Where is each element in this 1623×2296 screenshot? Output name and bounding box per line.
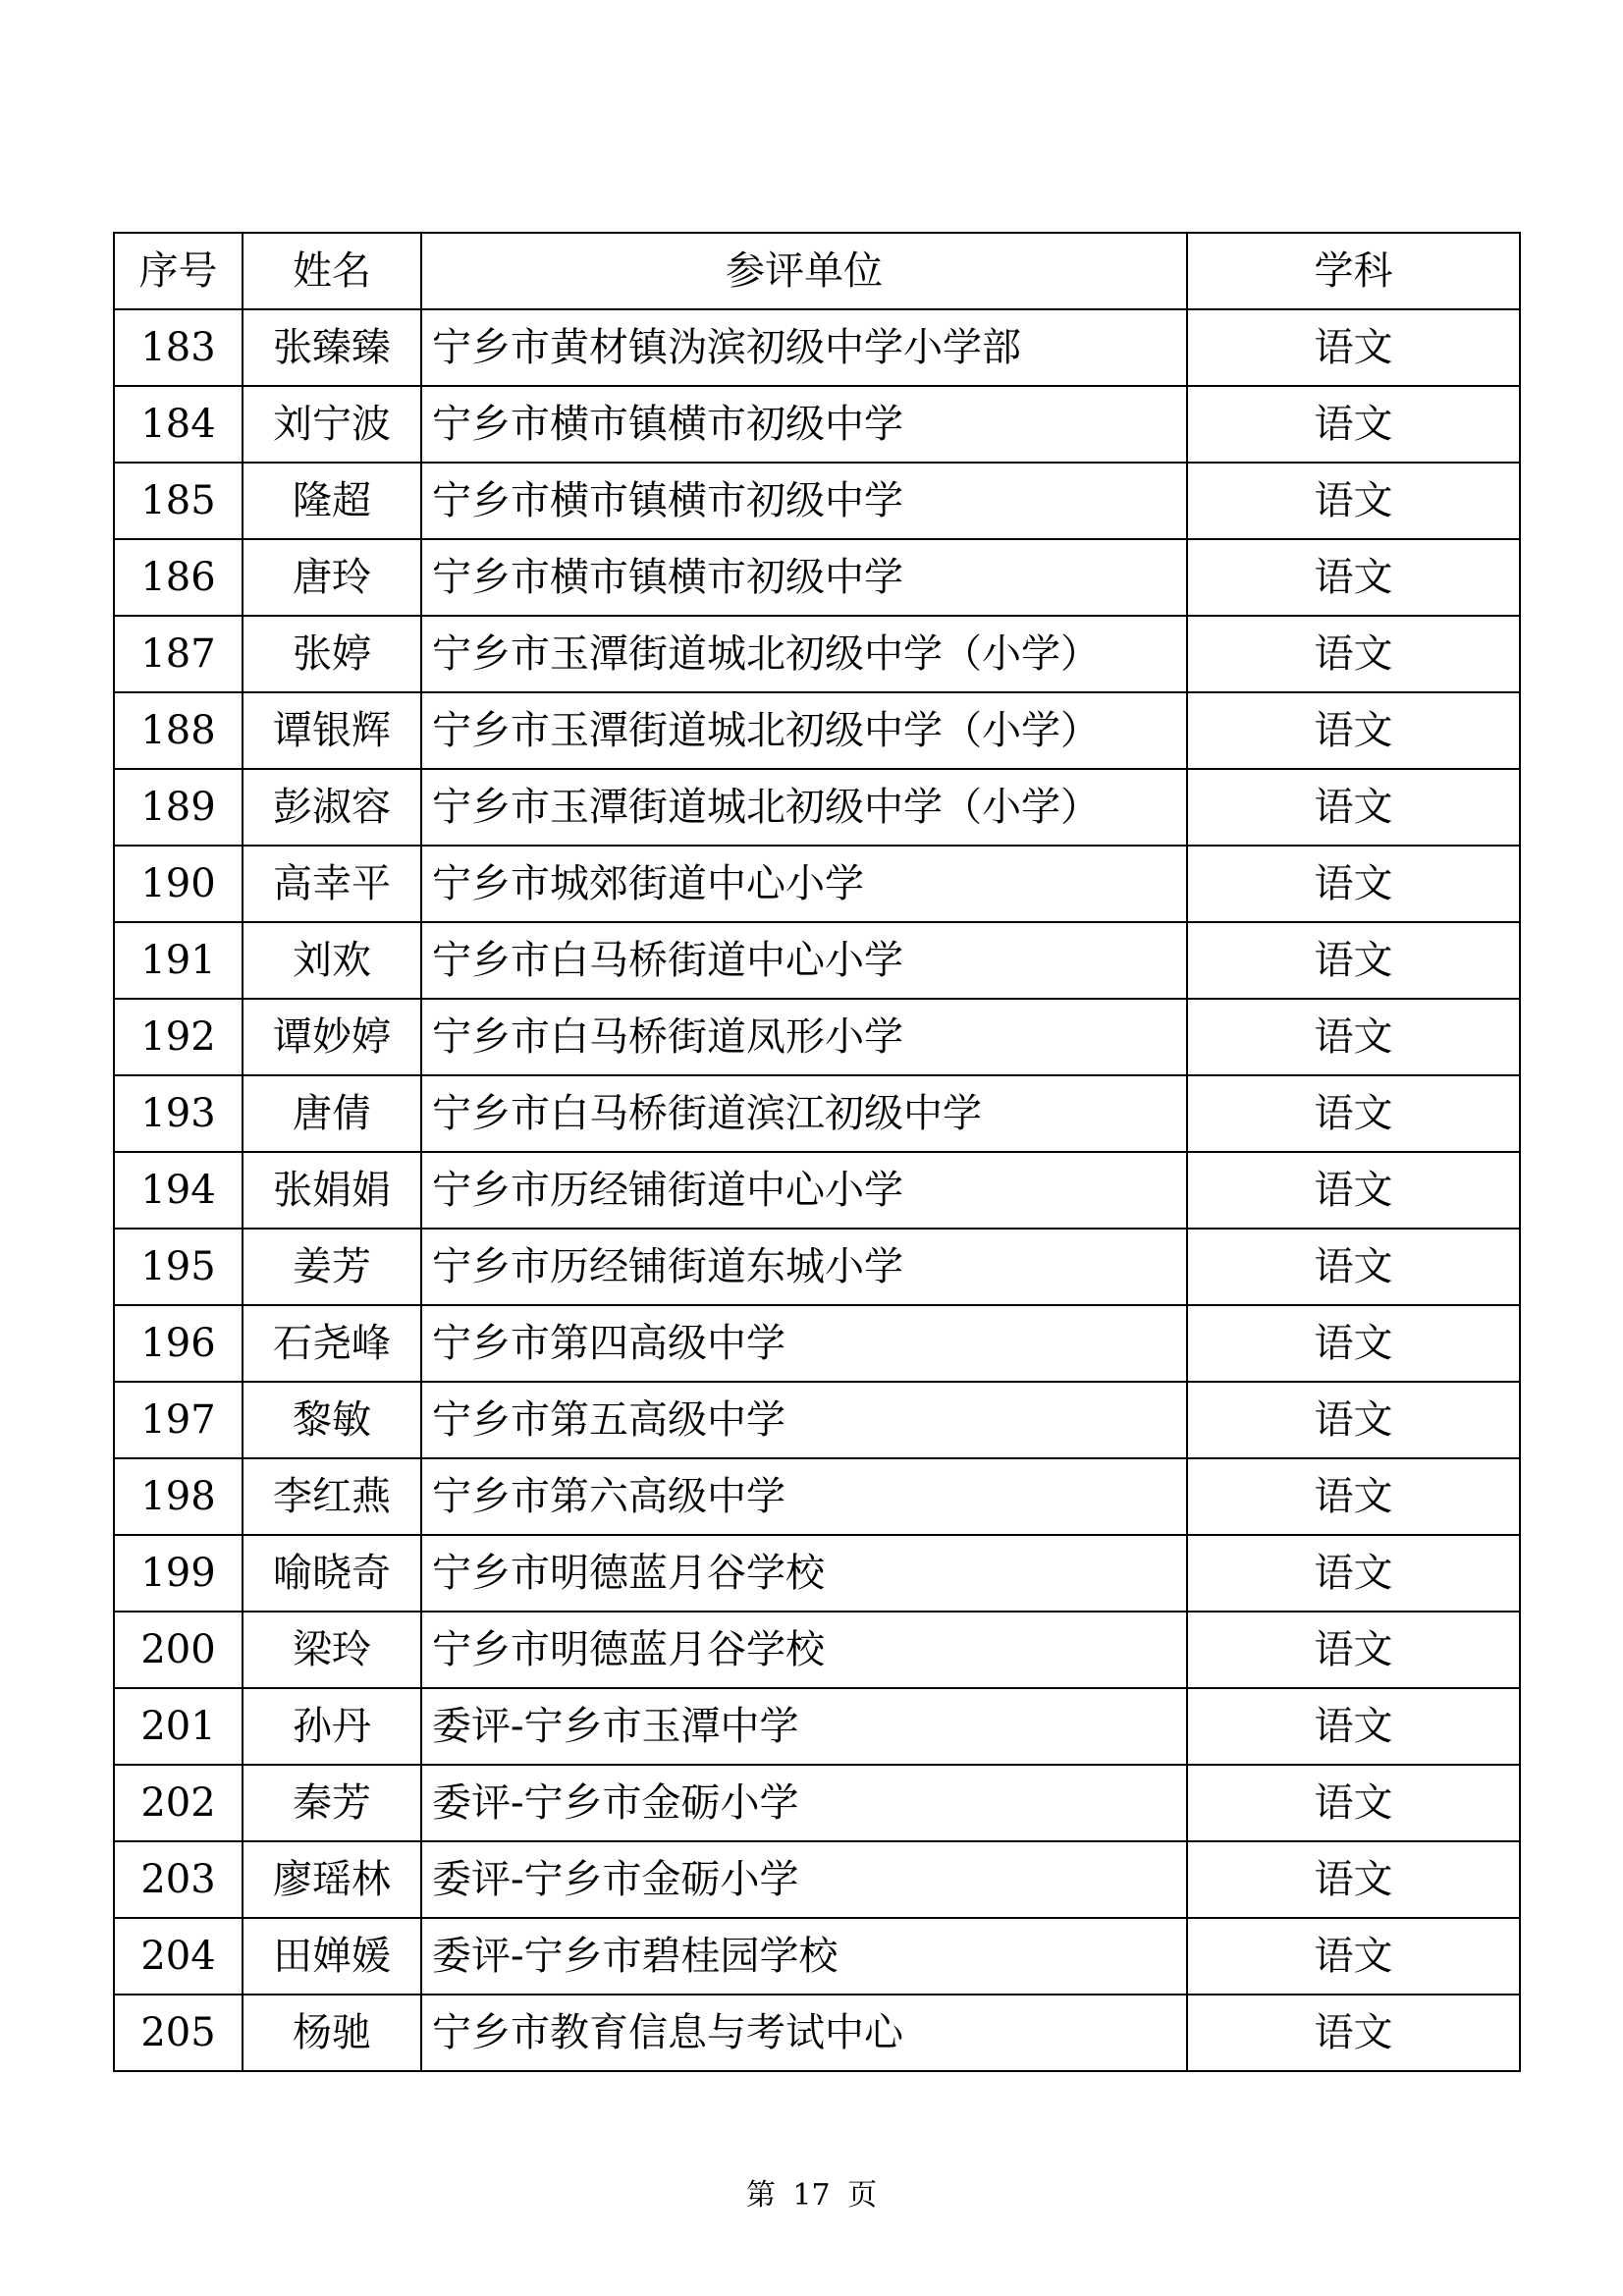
roster-table: [113, 232, 1521, 2072]
cell-no: 187: [114, 616, 243, 692]
cell-name: 张娟娟: [243, 1152, 421, 1229]
header-subject: 学科: [1187, 233, 1520, 309]
table-row: [114, 846, 1520, 922]
table-row: [114, 1995, 1520, 2071]
cell-unit: 宁乡市历经铺街道东城小学: [421, 1229, 1187, 1305]
cell-subject: 语文: [1187, 1305, 1520, 1382]
header-unit: 参评单位: [421, 233, 1187, 309]
cell-unit: 宁乡市第六高级中学: [421, 1458, 1187, 1535]
cell-unit: 宁乡市玉潭街道城北初级中学（小学）: [421, 616, 1187, 692]
cell-subject: 语文: [1187, 1382, 1520, 1458]
cell-name: 杨驰: [243, 1995, 421, 2071]
table-row: [114, 1458, 1520, 1535]
table-row: [114, 1382, 1520, 1458]
cell-subject: 语文: [1187, 922, 1520, 999]
cell-unit: 委评-宁乡市碧桂园学校: [421, 1918, 1187, 1995]
cell-unit: 宁乡市玉潭街道城北初级中学（小学）: [421, 692, 1187, 769]
cell-no: 192: [114, 999, 243, 1075]
cell-subject: 语文: [1187, 463, 1520, 539]
cell-no: 196: [114, 1305, 243, 1382]
table-header-row: [114, 233, 1520, 309]
cell-no: 188: [114, 692, 243, 769]
cell-name: 彭淑容: [243, 769, 421, 846]
table-row: [114, 1075, 1520, 1152]
cell-no: 183: [114, 309, 243, 386]
cell-subject: 语文: [1187, 999, 1520, 1075]
cell-no: 202: [114, 1765, 243, 1841]
cell-no: 198: [114, 1458, 243, 1535]
cell-name: 唐玲: [243, 539, 421, 616]
cell-unit: 委评-宁乡市金砺小学: [421, 1841, 1187, 1918]
cell-no: 190: [114, 846, 243, 922]
table-row: [114, 616, 1520, 692]
cell-subject: 语文: [1187, 769, 1520, 846]
cell-name: 隆超: [243, 463, 421, 539]
table-row: [114, 1841, 1520, 1918]
cell-unit: 宁乡市白马桥街道滨江初级中学: [421, 1075, 1187, 1152]
cell-no: 197: [114, 1382, 243, 1458]
cell-no: 201: [114, 1688, 243, 1765]
cell-name: 唐倩: [243, 1075, 421, 1152]
table-row: [114, 1535, 1520, 1612]
cell-no: 195: [114, 1229, 243, 1305]
table-row: [114, 1152, 1520, 1229]
cell-unit: 宁乡市玉潭街道城北初级中学（小学）: [421, 769, 1187, 846]
page-number: 第 17 页: [745, 2178, 878, 2213]
cell-name: 梁玲: [243, 1612, 421, 1688]
cell-no: 189: [114, 769, 243, 846]
cell-name: 高幸平: [243, 846, 421, 922]
cell-no: 200: [114, 1612, 243, 1688]
cell-unit: 宁乡市横市镇横市初级中学: [421, 386, 1187, 463]
cell-unit: 宁乡市横市镇横市初级中学: [421, 539, 1187, 616]
cell-subject: 语文: [1187, 309, 1520, 386]
cell-subject: 语文: [1187, 1688, 1520, 1765]
cell-unit: 宁乡市历经铺街道中心小学: [421, 1152, 1187, 1229]
cell-name: 石尧峰: [243, 1305, 421, 1382]
table-row: [114, 1688, 1520, 1765]
cell-unit: 宁乡市白马桥街道中心小学: [421, 922, 1187, 999]
cell-unit: 宁乡市明德蓝月谷学校: [421, 1612, 1187, 1688]
cell-name: 秦芳: [243, 1765, 421, 1841]
cell-subject: 语文: [1187, 1765, 1520, 1841]
cell-subject: 语文: [1187, 1229, 1520, 1305]
cell-name: 黎敏: [243, 1382, 421, 1458]
cell-name: 谭银辉: [243, 692, 421, 769]
cell-unit: 宁乡市横市镇横市初级中学: [421, 463, 1187, 539]
cell-name: 孙丹: [243, 1688, 421, 1765]
cell-name: 李红燕: [243, 1458, 421, 1535]
cell-no: 204: [114, 1918, 243, 1995]
cell-name: 刘宁波: [243, 386, 421, 463]
cell-subject: 语文: [1187, 692, 1520, 769]
cell-subject: 语文: [1187, 616, 1520, 692]
cell-unit: 委评-宁乡市金砺小学: [421, 1765, 1187, 1841]
cell-name: 张臻臻: [243, 309, 421, 386]
table-body: [114, 309, 1520, 2071]
cell-subject: 语文: [1187, 846, 1520, 922]
cell-no: 186: [114, 539, 243, 616]
cell-unit: 宁乡市教育信息与考试中心: [421, 1995, 1187, 2071]
cell-name: 田婵媛: [243, 1918, 421, 1995]
cell-unit: 宁乡市黄材镇沩滨初级中学小学部: [421, 309, 1187, 386]
cell-name: 姜芳: [243, 1229, 421, 1305]
table-row: [114, 1918, 1520, 1995]
cell-unit: 宁乡市城郊街道中心小学: [421, 846, 1187, 922]
cell-name: 刘欢: [243, 922, 421, 999]
table-row: [114, 692, 1520, 769]
cell-subject: 语文: [1187, 1841, 1520, 1918]
cell-name: 廖瑶林: [243, 1841, 421, 1918]
table-row: [114, 769, 1520, 846]
cell-subject: 语文: [1187, 1152, 1520, 1229]
table-row: [114, 1305, 1520, 1382]
cell-name: 喻晓奇: [243, 1535, 421, 1612]
table-row: [114, 999, 1520, 1075]
cell-no: 184: [114, 386, 243, 463]
cell-subject: 语文: [1187, 1458, 1520, 1535]
cell-no: 203: [114, 1841, 243, 1918]
header-no: 序号: [114, 233, 243, 309]
table-row: [114, 463, 1520, 539]
cell-subject: 语文: [1187, 1995, 1520, 2071]
cell-unit: 委评-宁乡市玉潭中学: [421, 1688, 1187, 1765]
cell-subject: 语文: [1187, 1535, 1520, 1612]
cell-no: 193: [114, 1075, 243, 1152]
cell-no: 205: [114, 1995, 243, 2071]
table-row: [114, 1765, 1520, 1841]
table-row: [114, 1229, 1520, 1305]
cell-name: 张婷: [243, 616, 421, 692]
table-row: [114, 309, 1520, 386]
cell-unit: 宁乡市第五高级中学: [421, 1382, 1187, 1458]
cell-subject: 语文: [1187, 386, 1520, 463]
table-row: [114, 386, 1520, 463]
cell-no: 199: [114, 1535, 243, 1612]
cell-subject: 语文: [1187, 1612, 1520, 1688]
cell-unit: 宁乡市明德蓝月谷学校: [421, 1535, 1187, 1612]
cell-subject: 语文: [1187, 1075, 1520, 1152]
cell-no: 185: [114, 463, 243, 539]
cell-no: 194: [114, 1152, 243, 1229]
cell-unit: 宁乡市白马桥街道凤形小学: [421, 999, 1187, 1075]
table-row: [114, 922, 1520, 999]
cell-subject: 语文: [1187, 1918, 1520, 1995]
table-row: [114, 1612, 1520, 1688]
cell-unit: 宁乡市第四高级中学: [421, 1305, 1187, 1382]
table-row: [114, 539, 1520, 616]
cell-name: 谭妙婷: [243, 999, 421, 1075]
cell-no: 191: [114, 922, 243, 999]
cell-subject: 语文: [1187, 539, 1520, 616]
header-name: 姓名: [243, 233, 421, 309]
